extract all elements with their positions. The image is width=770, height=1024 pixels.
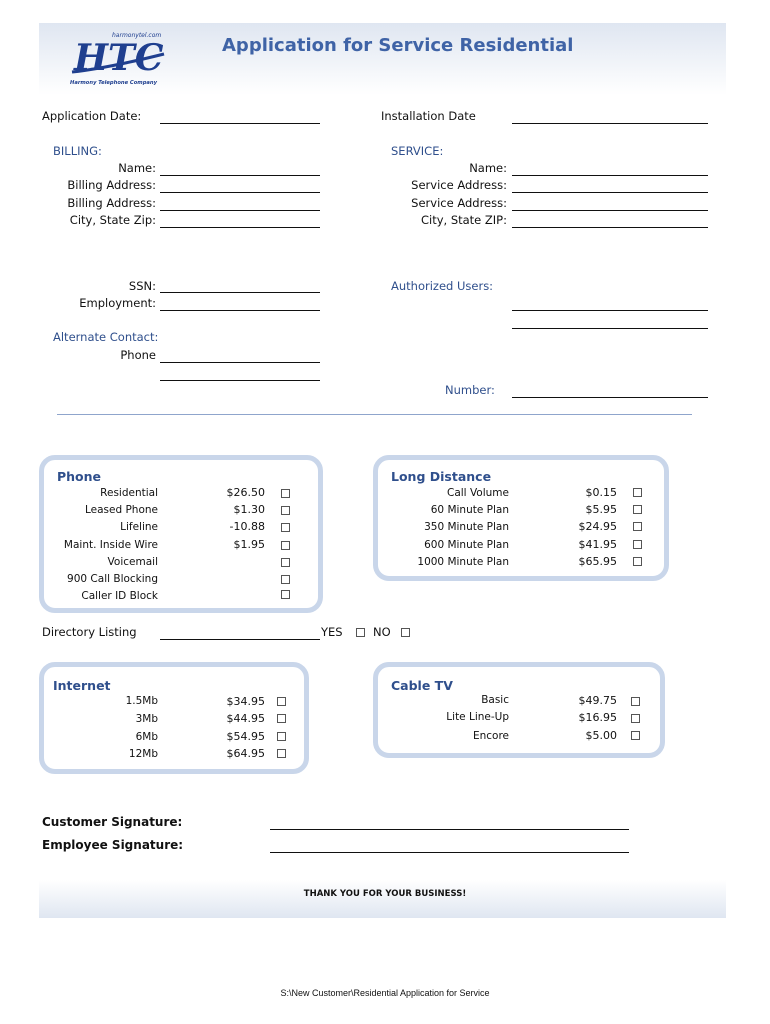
phone-item-label: Residential bbox=[100, 487, 158, 499]
cable-tv-item-checkbox[interactable] bbox=[631, 714, 640, 723]
phone-item-label: Caller ID Block bbox=[81, 590, 158, 602]
service-address1-field[interactable] bbox=[512, 192, 708, 193]
cable-tv-item-price: $16.95 bbox=[578, 711, 617, 724]
long-distance-item-price: $65.95 bbox=[578, 555, 617, 568]
service-address2-label: Service Address: bbox=[411, 196, 507, 210]
company-logo bbox=[68, 28, 168, 90]
phone-item-price: $1.95 bbox=[233, 538, 265, 551]
number-field[interactable] bbox=[512, 397, 708, 398]
svg-text:harmonytel.com: harmonytel.com bbox=[112, 32, 162, 39]
long-distance-item-label: 600 Minute Plan bbox=[424, 539, 509, 551]
long-distance-item-checkbox[interactable] bbox=[633, 505, 642, 514]
directory-yes-label: YES bbox=[321, 625, 343, 639]
billing-address2-label: Billing Address: bbox=[67, 196, 156, 210]
footer-band bbox=[39, 880, 726, 918]
phone-box-title: Phone bbox=[57, 469, 102, 484]
internet-item-price: $64.95 bbox=[226, 747, 265, 760]
thank-you-message: THANK YOU FOR YOUR BUSINESS! bbox=[303, 889, 467, 899]
phone-item-checkbox[interactable] bbox=[281, 558, 290, 567]
svg-text:Harmony Telephone Company: Harmony Telephone Company bbox=[70, 80, 157, 86]
directory-no-label: NO bbox=[373, 625, 391, 639]
billing-name-field[interactable] bbox=[160, 175, 320, 176]
long-distance-item-price: $5.95 bbox=[585, 503, 617, 516]
phone-item-checkbox[interactable] bbox=[281, 575, 290, 584]
alternate-phone-label: Phone bbox=[120, 348, 156, 362]
cable-tv-item-label: Basic bbox=[481, 694, 509, 706]
authorized-users-label: Authorized Users: bbox=[391, 279, 494, 293]
service-name-label: Name: bbox=[469, 161, 507, 175]
section-divider bbox=[57, 414, 692, 415]
service-name-field[interactable] bbox=[512, 175, 708, 176]
service-city-label: City, State ZIP: bbox=[420, 213, 507, 227]
cable-tv-item-price: $49.75 bbox=[578, 694, 617, 707]
installation-date-field[interactable] bbox=[512, 123, 708, 124]
long-distance-item-price: $41.95 bbox=[578, 538, 617, 551]
phone-item-label: Lifeline bbox=[120, 521, 158, 533]
authorized-user-field-2[interactable] bbox=[512, 328, 708, 329]
cable-tv-item-label: Encore bbox=[472, 730, 509, 742]
file-path: S:\New Customer\Residential Application for Service bbox=[280, 988, 490, 998]
phone-item-label: Maint. Inside Wire bbox=[63, 539, 158, 551]
phone-item-price: -10.88 bbox=[229, 520, 265, 533]
phone-item-price: $1.30 bbox=[233, 503, 265, 516]
installation-date-label: Installation Date bbox=[381, 109, 476, 123]
number-label: Number: bbox=[445, 383, 495, 397]
internet-item-checkbox[interactable] bbox=[277, 697, 286, 706]
phone-item-checkbox[interactable] bbox=[281, 489, 290, 498]
cable-tv-box-title: Cable TV bbox=[391, 678, 453, 693]
phone-item-label: Voicemail bbox=[107, 556, 158, 568]
cable-tv-item-label: Lite Line-Up bbox=[446, 711, 509, 723]
phone-item-checkbox[interactable] bbox=[281, 523, 290, 532]
long-distance-item-label: 60 Minute Plan bbox=[430, 504, 509, 516]
alternate-contact-heading: Alternate Contact: bbox=[53, 330, 159, 344]
billing-address1-field[interactable] bbox=[160, 192, 320, 193]
directory-yes-checkbox[interactable] bbox=[356, 628, 365, 637]
cable-tv-item-checkbox[interactable] bbox=[631, 697, 640, 706]
phone-item-checkbox[interactable] bbox=[281, 541, 290, 550]
service-address1-label: Service Address: bbox=[411, 178, 507, 192]
employment-field[interactable] bbox=[160, 310, 320, 311]
long-distance-item-label: Call Volume bbox=[447, 487, 509, 499]
internet-item-label: 1.5Mb bbox=[125, 695, 158, 707]
billing-address1-label: Billing Address: bbox=[67, 178, 156, 192]
cable-tv-item-price: $5.00 bbox=[585, 729, 617, 742]
internet-item-label: 3Mb bbox=[135, 713, 158, 725]
service-heading: SERVICE: bbox=[391, 144, 444, 158]
internet-item-label: 6Mb bbox=[135, 731, 158, 743]
long-distance-box-title: Long Distance bbox=[391, 469, 492, 484]
alternate-extra-field[interactable] bbox=[160, 380, 320, 381]
phone-item-price: $26.50 bbox=[226, 486, 265, 499]
employee-signature-field[interactable] bbox=[270, 852, 629, 853]
internet-item-price: $54.95 bbox=[226, 730, 265, 743]
service-address2-field[interactable] bbox=[512, 210, 708, 211]
long-distance-item-checkbox[interactable] bbox=[633, 540, 642, 549]
page-title: Application for Service Residential bbox=[222, 35, 574, 56]
internet-item-label: 12Mb bbox=[128, 748, 158, 760]
internet-item-checkbox[interactable] bbox=[277, 749, 286, 758]
billing-address2-field[interactable] bbox=[160, 210, 320, 211]
long-distance-item-checkbox[interactable] bbox=[633, 488, 642, 497]
internet-item-checkbox[interactable] bbox=[277, 732, 286, 741]
billing-city-field[interactable] bbox=[160, 227, 320, 228]
internet-box-title: Internet bbox=[53, 678, 111, 693]
long-distance-item-price: $24.95 bbox=[578, 520, 617, 533]
svg-text:HTC: HTC bbox=[74, 37, 164, 79]
employee-signature-label: Employee Signature: bbox=[42, 838, 184, 852]
internet-item-price: $34.95 bbox=[226, 695, 265, 708]
employment-label: Employment: bbox=[79, 296, 156, 310]
billing-name-label: Name: bbox=[118, 161, 156, 175]
authorized-user-field-1[interactable] bbox=[512, 310, 708, 311]
internet-item-price: $44.95 bbox=[226, 712, 265, 725]
service-city-field[interactable] bbox=[512, 227, 708, 228]
internet-item-checkbox[interactable] bbox=[277, 714, 286, 723]
billing-heading: BILLING: bbox=[53, 144, 102, 158]
long-distance-item-label: 350 Minute Plan bbox=[424, 521, 509, 533]
long-distance-item-label: 1000 Minute Plan bbox=[417, 556, 509, 568]
customer-signature-label: Customer Signature: bbox=[42, 815, 183, 829]
phone-item-label: 900 Call Blocking bbox=[67, 573, 158, 585]
directory-listing-field[interactable] bbox=[160, 639, 320, 640]
long-distance-item-price: $0.15 bbox=[585, 486, 617, 499]
ssn-label: SSN: bbox=[128, 279, 156, 293]
billing-city-label: City, State Zip: bbox=[69, 213, 156, 227]
long-distance-item-checkbox[interactable] bbox=[633, 522, 642, 531]
long-distance-item-checkbox[interactable] bbox=[633, 557, 642, 566]
customer-signature-field[interactable] bbox=[270, 829, 629, 830]
phone-item-label: Leased Phone bbox=[84, 504, 158, 516]
application-date-label: Application Date: bbox=[42, 109, 142, 123]
cable-tv-item-checkbox[interactable] bbox=[631, 731, 640, 740]
ssn-field[interactable] bbox=[160, 292, 320, 293]
application-date-field[interactable] bbox=[160, 123, 320, 124]
alternate-phone-field[interactable] bbox=[160, 362, 320, 363]
directory-listing-label: Directory Listing bbox=[42, 625, 137, 639]
directory-no-checkbox[interactable] bbox=[401, 628, 410, 637]
phone-item-checkbox[interactable] bbox=[281, 590, 290, 599]
cable-tv-box bbox=[373, 662, 665, 758]
phone-item-checkbox[interactable] bbox=[281, 506, 290, 515]
